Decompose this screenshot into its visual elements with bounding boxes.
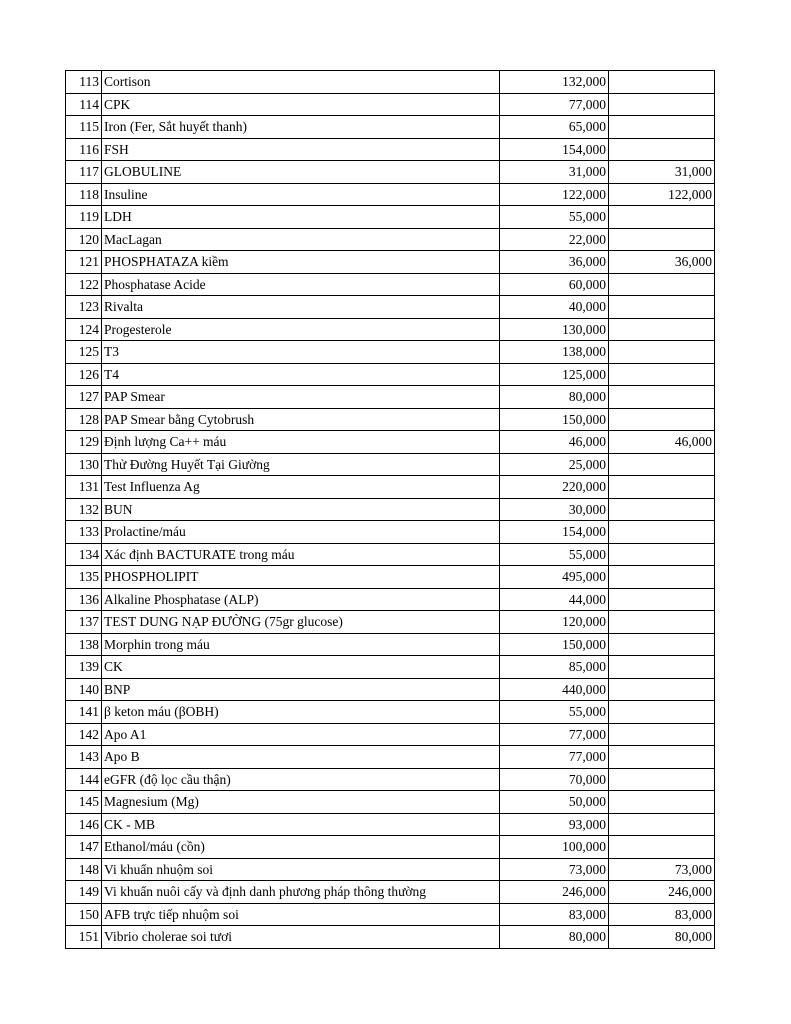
test-name-cell: Iron (Fer, Sắt huyết thanh) <box>102 116 500 139</box>
test-name-cell: PHOSPHOLIPIT <box>102 566 500 589</box>
price-cell: 138,000 <box>500 341 609 364</box>
test-name-cell: CPK <box>102 93 500 116</box>
insured-price-cell <box>609 588 715 611</box>
table-row <box>66 746 715 769</box>
table-row <box>66 453 715 476</box>
test-name-cell: PAP Smear bằng Cytobrush <box>102 408 500 431</box>
test-name-cell: MacLagan <box>102 228 500 251</box>
test-name-cell: Cortison <box>102 71 500 94</box>
insured-price-cell <box>609 701 715 724</box>
row-number-cell: 118 <box>66 183 102 206</box>
table-row <box>66 611 715 634</box>
row-number-cell: 120 <box>66 228 102 251</box>
price-cell: 55,000 <box>500 701 609 724</box>
price-cell: 22,000 <box>500 228 609 251</box>
test-name-cell: Định lượng Ca++ máu <box>102 431 500 454</box>
test-name-cell: Apo B <box>102 746 500 769</box>
insured-price-cell <box>609 498 715 521</box>
price-cell: 25,000 <box>500 453 609 476</box>
test-name-cell: BNP <box>102 678 500 701</box>
price-cell: 55,000 <box>500 543 609 566</box>
insured-price-cell: 80,000 <box>609 926 715 949</box>
price-cell: 70,000 <box>500 768 609 791</box>
table-row <box>66 318 715 341</box>
price-cell: 120,000 <box>500 611 609 634</box>
test-name-cell: Xác định BACTURATE trong máu <box>102 543 500 566</box>
insured-price-cell <box>609 656 715 679</box>
price-cell: 125,000 <box>500 363 609 386</box>
table-row <box>66 903 715 926</box>
price-cell: 73,000 <box>500 858 609 881</box>
row-number-cell: 130 <box>66 453 102 476</box>
row-number-cell: 119 <box>66 206 102 229</box>
table-row <box>66 498 715 521</box>
price-cell: 40,000 <box>500 296 609 319</box>
price-cell: 150,000 <box>500 408 609 431</box>
test-name-cell: CK <box>102 656 500 679</box>
insured-price-cell <box>609 363 715 386</box>
price-cell: 93,000 <box>500 813 609 836</box>
price-cell: 46,000 <box>500 431 609 454</box>
row-number-cell: 145 <box>66 791 102 814</box>
table-row <box>66 386 715 409</box>
price-cell: 80,000 <box>500 386 609 409</box>
table-body <box>66 71 715 949</box>
price-cell: 30,000 <box>500 498 609 521</box>
table-row <box>66 296 715 319</box>
price-cell: 440,000 <box>500 678 609 701</box>
insured-price-cell <box>609 341 715 364</box>
row-number-cell: 126 <box>66 363 102 386</box>
row-number-cell: 143 <box>66 746 102 769</box>
price-cell: 100,000 <box>500 836 609 859</box>
insured-price-cell <box>609 723 715 746</box>
row-number-cell: 129 <box>66 431 102 454</box>
table-row <box>66 183 715 206</box>
test-name-cell: CK - MB <box>102 813 500 836</box>
test-name-cell: Test Influenza Ag <box>102 476 500 499</box>
test-name-cell: GLOBULINE <box>102 161 500 184</box>
table-row <box>66 791 715 814</box>
insured-price-cell <box>609 611 715 634</box>
insured-price-cell: 46,000 <box>609 431 715 454</box>
price-cell: 220,000 <box>500 476 609 499</box>
row-number-cell: 125 <box>66 341 102 364</box>
insured-price-cell <box>609 836 715 859</box>
price-cell: 83,000 <box>500 903 609 926</box>
insured-price-cell <box>609 791 715 814</box>
table-row <box>66 408 715 431</box>
table-row <box>66 273 715 296</box>
table-row <box>66 138 715 161</box>
row-number-cell: 113 <box>66 71 102 94</box>
table-row <box>66 251 715 274</box>
row-number-cell: 121 <box>66 251 102 274</box>
row-number-cell: 124 <box>66 318 102 341</box>
insured-price-cell <box>609 93 715 116</box>
row-number-cell: 115 <box>66 116 102 139</box>
test-name-cell: PHOSPHATAZA kiềm <box>102 251 500 274</box>
insured-price-cell: 31,000 <box>609 161 715 184</box>
price-cell: 154,000 <box>500 521 609 544</box>
test-name-cell: Vi khuẩn nhuộm soi <box>102 858 500 881</box>
row-number-cell: 146 <box>66 813 102 836</box>
table-row <box>66 206 715 229</box>
row-number-cell: 142 <box>66 723 102 746</box>
insured-price-cell <box>609 116 715 139</box>
insured-price-cell <box>609 768 715 791</box>
test-name-cell: Phosphatase Acide <box>102 273 500 296</box>
insured-price-cell: 36,000 <box>609 251 715 274</box>
test-name-cell: T4 <box>102 363 500 386</box>
table-row <box>66 723 715 746</box>
insured-price-cell <box>609 318 715 341</box>
table-row <box>66 521 715 544</box>
row-number-cell: 133 <box>66 521 102 544</box>
insured-price-cell <box>609 633 715 656</box>
test-name-cell: Thử Đường Huyết Tại Giường <box>102 453 500 476</box>
row-number-cell: 144 <box>66 768 102 791</box>
test-name-cell: Magnesium (Mg) <box>102 791 500 814</box>
insured-price-cell <box>609 206 715 229</box>
row-number-cell: 140 <box>66 678 102 701</box>
price-cell: 132,000 <box>500 71 609 94</box>
price-cell: 36,000 <box>500 251 609 274</box>
price-cell: 50,000 <box>500 791 609 814</box>
insured-price-cell <box>609 408 715 431</box>
table-row <box>66 363 715 386</box>
test-name-cell: Vibrio cholerae soi tươi <box>102 926 500 949</box>
price-cell: 246,000 <box>500 881 609 904</box>
price-cell: 80,000 <box>500 926 609 949</box>
test-name-cell: Rivalta <box>102 296 500 319</box>
table-row <box>66 431 715 454</box>
table-row <box>66 341 715 364</box>
insured-price-cell: 73,000 <box>609 858 715 881</box>
price-cell: 77,000 <box>500 746 609 769</box>
insured-price-cell <box>609 138 715 161</box>
table-row <box>66 566 715 589</box>
table-row <box>66 813 715 836</box>
table-row <box>66 71 715 94</box>
test-name-cell: Progesterole <box>102 318 500 341</box>
price-cell: 154,000 <box>500 138 609 161</box>
price-cell: 495,000 <box>500 566 609 589</box>
insured-price-cell <box>609 813 715 836</box>
insured-price-cell <box>609 543 715 566</box>
price-cell: 130,000 <box>500 318 609 341</box>
row-number-cell: 137 <box>66 611 102 634</box>
table-row <box>66 768 715 791</box>
insured-price-cell <box>609 566 715 589</box>
test-name-cell: Prolactine/máu <box>102 521 500 544</box>
row-number-cell: 128 <box>66 408 102 431</box>
row-number-cell: 135 <box>66 566 102 589</box>
row-number-cell: 134 <box>66 543 102 566</box>
row-number-cell: 117 <box>66 161 102 184</box>
test-name-cell: Insuline <box>102 183 500 206</box>
insured-price-cell <box>609 678 715 701</box>
insured-price-cell <box>609 71 715 94</box>
insured-price-cell <box>609 746 715 769</box>
table-row <box>66 633 715 656</box>
test-name-cell: Morphin trong máu <box>102 633 500 656</box>
table-row <box>66 161 715 184</box>
insured-price-cell <box>609 296 715 319</box>
table-row <box>66 701 715 724</box>
test-name-cell: eGFR (độ lọc cầu thận) <box>102 768 500 791</box>
row-number-cell: 122 <box>66 273 102 296</box>
table-row <box>66 881 715 904</box>
insured-price-cell <box>609 386 715 409</box>
row-number-cell: 147 <box>66 836 102 859</box>
row-number-cell: 151 <box>66 926 102 949</box>
price-cell: 31,000 <box>500 161 609 184</box>
price-cell: 77,000 <box>500 723 609 746</box>
table-row <box>66 228 715 251</box>
price-cell: 55,000 <box>500 206 609 229</box>
insured-price-cell: 83,000 <box>609 903 715 926</box>
insured-price-cell: 122,000 <box>609 183 715 206</box>
test-name-cell: PAP Smear <box>102 386 500 409</box>
row-number-cell: 127 <box>66 386 102 409</box>
table-row <box>66 476 715 499</box>
table-row <box>66 93 715 116</box>
row-number-cell: 123 <box>66 296 102 319</box>
row-number-cell: 136 <box>66 588 102 611</box>
price-table <box>65 70 715 949</box>
insured-price-cell <box>609 521 715 544</box>
price-cell: 122,000 <box>500 183 609 206</box>
test-name-cell: Vi khuẩn nuôi cấy và định danh phương pháp thông thường <box>102 881 500 904</box>
price-cell: 60,000 <box>500 273 609 296</box>
table-row <box>66 116 715 139</box>
insured-price-cell <box>609 273 715 296</box>
insured-price-cell <box>609 476 715 499</box>
table-row <box>66 836 715 859</box>
test-name-cell: β keton máu (βOBH) <box>102 701 500 724</box>
row-number-cell: 131 <box>66 476 102 499</box>
test-name-cell: Apo A1 <box>102 723 500 746</box>
price-cell: 150,000 <box>500 633 609 656</box>
row-number-cell: 149 <box>66 881 102 904</box>
insured-price-cell <box>609 453 715 476</box>
test-name-cell: BUN <box>102 498 500 521</box>
insured-price-cell <box>609 228 715 251</box>
test-name-cell: AFB trực tiếp nhuộm soi <box>102 903 500 926</box>
test-name-cell: T3 <box>102 341 500 364</box>
table-row <box>66 588 715 611</box>
price-cell: 65,000 <box>500 116 609 139</box>
row-number-cell: 148 <box>66 858 102 881</box>
insured-price-cell: 246,000 <box>609 881 715 904</box>
table-row <box>66 678 715 701</box>
table-row <box>66 926 715 949</box>
row-number-cell: 116 <box>66 138 102 161</box>
row-number-cell: 141 <box>66 701 102 724</box>
table-row <box>66 656 715 679</box>
test-name-cell: FSH <box>102 138 500 161</box>
table-row <box>66 543 715 566</box>
price-cell: 85,000 <box>500 656 609 679</box>
row-number-cell: 139 <box>66 656 102 679</box>
row-number-cell: 114 <box>66 93 102 116</box>
table-row <box>66 858 715 881</box>
test-name-cell: Alkaline Phosphatase (ALP) <box>102 588 500 611</box>
test-name-cell: LDH <box>102 206 500 229</box>
test-name-cell: Ethanol/máu (cồn) <box>102 836 500 859</box>
row-number-cell: 150 <box>66 903 102 926</box>
test-name-cell: TEST DUNG NẠP ĐƯỜNG (75gr glucose) <box>102 611 500 634</box>
row-number-cell: 138 <box>66 633 102 656</box>
price-cell: 77,000 <box>500 93 609 116</box>
price-cell: 44,000 <box>500 588 609 611</box>
row-number-cell: 132 <box>66 498 102 521</box>
